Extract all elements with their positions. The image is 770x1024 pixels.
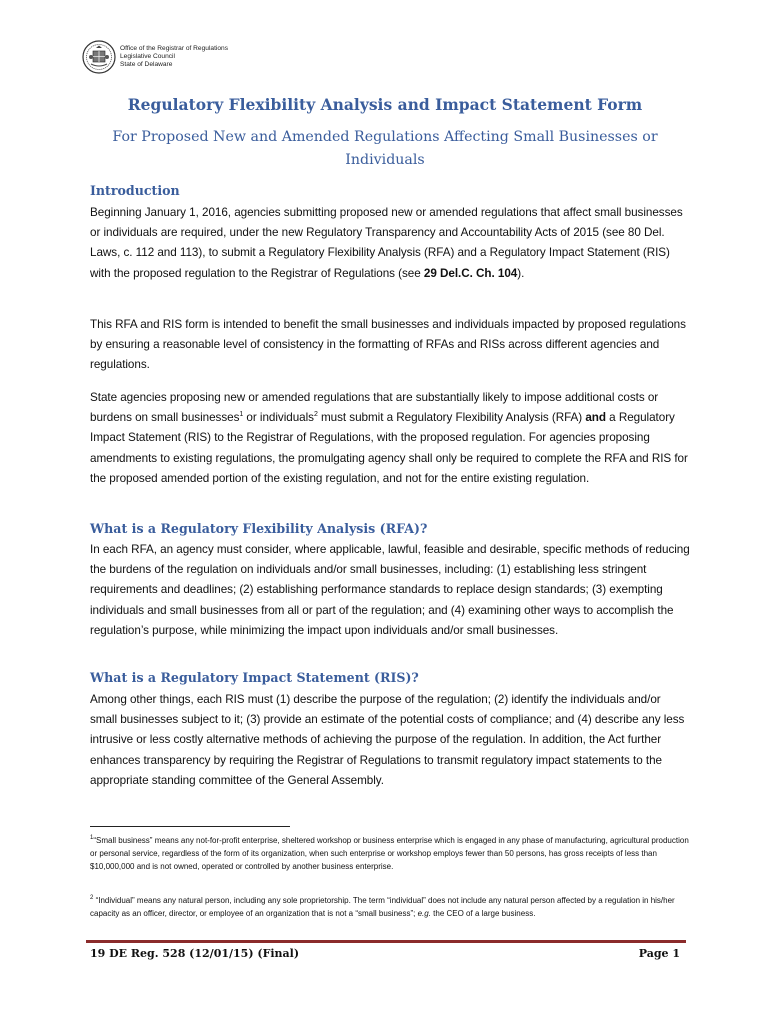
footnote-2-text-a: “Individual” means any natural person, including any sole proprietorship. The term “individual” does not include any natural person affected by a regulation in his/her capacity as an officer, director, or employee of an organization that is not a “small business”; bbox=[90, 896, 675, 918]
rfa-paragraph: In each RFA, an agency must consider, where applicable, lawful, feasible and desirable, specific methods of reducing the burdens of the regulation on individuals and/or small businesses, including: (1) establishing less stringent requirements and deadlines; (2) establishing performance standards to replace design standards; (3) exempting individuals and small businesses from all or part of the regulation; and (4) examining other ways to accomplish the regulation’s purpose, while minimizing the impact upon individuals and/or small businesses. bbox=[90, 543, 690, 637]
letterhead bbox=[82, 40, 228, 74]
footnote-ref-2: 2 bbox=[313, 411, 318, 419]
intro-p3-c: must submit a Regulatory Flexibility Analysis (RFA) bbox=[317, 411, 586, 425]
intro-paragraph-1 bbox=[90, 203, 690, 284]
footnote-ref-1: 1 bbox=[239, 411, 244, 419]
footer-citation: 19 DE Reg. 528 (12/01/15) (Final) bbox=[90, 947, 300, 960]
state-seal-icon bbox=[82, 40, 116, 74]
office-line-2: Legislative Council bbox=[120, 53, 175, 60]
footer-rule bbox=[86, 940, 686, 943]
page-number: Page 1 bbox=[638, 947, 680, 960]
document-title: Regulatory Flexibility Analysis and Impact Statement Form bbox=[127, 95, 643, 114]
footnote-1-mark: 1 bbox=[90, 835, 94, 841]
office-line-1: Office of the Registrar of Regulations bbox=[120, 45, 228, 52]
intro-heading: Introduction bbox=[90, 183, 180, 198]
intro-p3-d: a Regulatory Impact Statement (RIS) to the Registrar of Regulations, with the proposed regulation. For agencies proposing amendments to existing regulations, the promulgating agency shall only be required to complete the RFA and RIS for the proposed amended portion of the existing regulation, and not for the entire existing regulation. bbox=[90, 411, 688, 485]
footnote-1 bbox=[90, 834, 692, 873]
intro-p3-b: or individuals bbox=[243, 411, 314, 425]
intro-p3-and: and bbox=[585, 411, 606, 425]
footnote-separator bbox=[90, 826, 290, 827]
statute-citation: 29 Del.C. Ch. 104 bbox=[423, 266, 518, 280]
intro-p3-a: State agencies proposing new or amended regulations that are substantially likely to impose additional costs or burdens on small businesses bbox=[90, 391, 659, 425]
intro-paragraph-2: This RFA and RIS form is intended to benefit the small businesses and individuals impacted by proposed regulations by ensuring a reasonable level of consistency in the formatting of RFAs and RISs across different agencies and regulations. bbox=[90, 318, 686, 372]
intro-p1-text: Beginning January 1, 2016, agencies submitting proposed new or amended regulations that affect small businesses or individuals are required, under the new Regulatory Transparency and Accountability Acts of 2015 (see 80 Del. Laws, c. 112 and 113), to submit a Regulatory Flexibility Analysis (RFA) and a Regulatory Impact Statement (RIS) with the proposed regulation to the Registrar of Regulations (see bbox=[90, 206, 683, 280]
footnote-2-italic: e.g. bbox=[417, 909, 431, 918]
office-line-3: State of Delaware bbox=[120, 61, 173, 68]
ris-heading: What is a Regulatory Impact Statement (RIS)? bbox=[90, 670, 419, 685]
footnote-2 bbox=[90, 894, 692, 920]
ris-paragraph: Among other things, each RIS must (1) describe the purpose of the regulation; (2) identify the individuals and/or small businesses subject to it; (3) provide an estimate of the potential costs of compliance; and (4) describe any less intrusive or less costly alternative methods of achieving the purpose of the regulation. In addition, the Act further enhances transparency by requiring the Registrar of Regulations to transmit regulatory impact statements to the appropriate standing committee of the General Assembly. bbox=[90, 693, 685, 787]
office-name bbox=[120, 45, 228, 69]
document-subtitle: For Proposed New and Amended Regulations Affecting Small Businesses or Individuals bbox=[112, 129, 658, 168]
footnote-2-text-b: the CEO of a large business. bbox=[430, 909, 536, 918]
intro-p1-end: ). bbox=[517, 266, 525, 280]
intro-paragraph-3 bbox=[90, 388, 690, 489]
rfa-heading: What is a Regulatory Flexibility Analysis (RFA)? bbox=[90, 521, 428, 536]
footnote-2-mark: 2 bbox=[90, 895, 94, 901]
footnote-1-text: “Small business” means any not-for-profit enterprise, sheltered workshop or business enterprise which is engaged in any phase of manufacturing, agricultural production or personal service, regardless of the form of its organization, when such enterprise or workshop employs fewer than 50 persons, has gross receipts of less than $10,000,000 and is not owned, operated or controlled by another business enterprise. bbox=[90, 836, 689, 871]
